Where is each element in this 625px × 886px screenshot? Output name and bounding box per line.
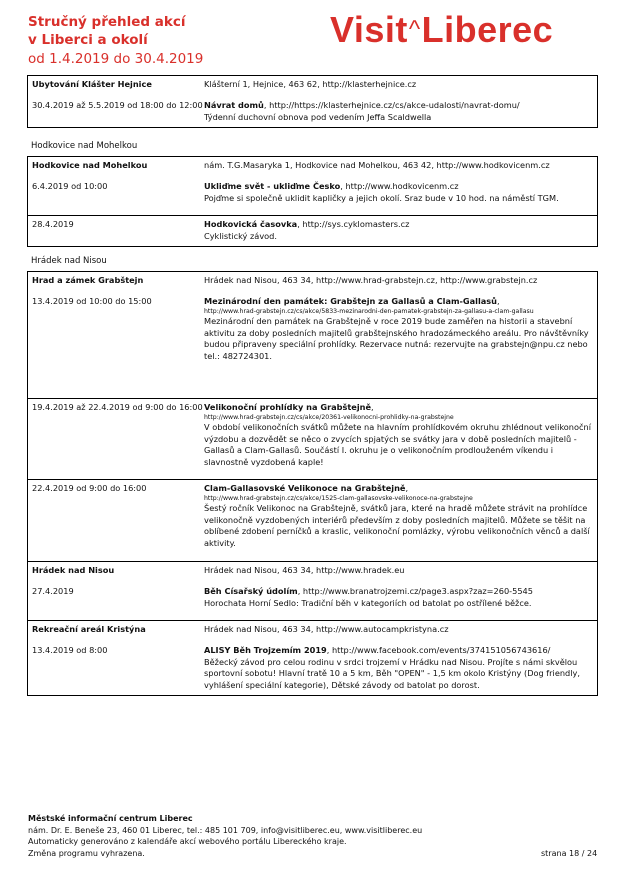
venue-name: Hrádek nad Nisou: [32, 565, 115, 575]
event-url[interactable]: , http://www.hodkovicenm.cz: [340, 181, 459, 191]
page-number: strana 18 / 24: [541, 849, 598, 858]
event-details: [204, 181, 597, 211]
event-details: Mezinárodní den památek: Grabštejn za Gallasů a Clam-Gallasů, http://www.hrad-grabstejn.cz/cs/akce/5833-mezinarodni-den-pamatek-grabstejn-za-gallasu-a-clam-gallasu Mezinárodní den památek na Grabštejně v roce 2019 bude zaměřen na historii a stavební aktivitu za doby posledních majitelů grabštejnského hradozámeckého areálu. Pro návštěvníky budou připraveny speciální prohlídky. Rezervace nutná: rezervujte na grabstejn@npu.cz nebo tel.: 482724301.: [204, 296, 597, 394]
section-heading-hradek: Hrádek nad Nisou: [31, 256, 107, 266]
event-title: Návrat domů: [204, 100, 264, 110]
footer-org: Městské informační centrum Liberec: [28, 814, 193, 823]
event-url[interactable]: , http://www.facebook.com/events/374151056743616/: [326, 645, 551, 655]
venue-box-hradek: [27, 271, 598, 696]
visit-liberec-logo: Visit^Liberec: [330, 9, 554, 50]
event-date: 22.4.2019 od 9:00 do 16:00: [32, 483, 147, 493]
event-row: [28, 583, 597, 620]
event-title: Hodkovická časovka: [204, 219, 298, 229]
event-date: 6.4.2019 od 10:00: [32, 181, 108, 191]
event-url[interactable]: , http://https://klasterhejnice.cz/cs/akce-udalosti/navrat-domu/: [263, 100, 520, 110]
venue-name: Hodkovice nad Mohelkou: [32, 160, 148, 170]
event-date: 19.4.2019 až 22.4.2019 od 9:00 do 16:00: [32, 402, 203, 412]
venue-name: Ubytování Klášter Hejnice: [32, 79, 152, 89]
event-url[interactable]: http://www.hrad-grabstejn.cz/cs/akce/1525-clam-gallasovske-velikonoce-na-grabstejne: [204, 494, 473, 502]
date-range: od 1.4.2019 do 30.4.2019: [28, 51, 204, 67]
venue-row: [28, 157, 597, 178]
event-date: 13.4.2019 od 10:00 do 15:00: [32, 296, 152, 306]
footer-generated-note: Automaticky generováno z kalendáře akcí webového portálu Libereckého kraje.: [28, 837, 347, 846]
footer-disclaimer: Změna programu vyhrazena.: [28, 848, 145, 858]
event-title: Velikonoční prohlídky na Grabštejně: [204, 402, 372, 412]
event-description: Mezinárodní den památek na Grabštejně v roce 2019 bude zaměřen na historii a stavební aktivitu za doby posledních majitelů grabštejnského hradozámeckého areálu. Pro návštěvníky budou připraveny speciální prohlídky. Rezervace nutná: rezervujte na grabstejn@npu.cz nebo tel.: 482724301.: [204, 316, 589, 361]
event-date: 28.4.2019: [32, 219, 74, 229]
event-row: [28, 293, 597, 398]
event-url[interactable]: , http://sys.cyklomasters.cz: [297, 219, 410, 229]
document-title: [28, 13, 186, 49]
venue-address: Hrádek nad Nisou, 463 34, http://www.autocampkristyna.cz: [204, 624, 449, 634]
event-url[interactable]: http://www.hrad-grabstejn.cz/cs/akce/20361-velikonocni-prohlidky-na-grabstejne: [204, 413, 454, 421]
event-description: Cyklistický závod.: [204, 230, 277, 241]
venue-address: Klášterní 1, Hejnice, 463 62, http://klasterhejnice.cz: [204, 79, 417, 89]
event-row: [28, 480, 597, 561]
event-details: [204, 100, 597, 123]
venue-box-hejnice: [27, 75, 598, 128]
event-description: V období velikonočních svátků můžete na hlavním prohlídkovém okruhu zhlédnout velikonoční výzdobu a dozvědět se něco o zvycích spjatých se svátky jara v době posledních majitelů - Gallasů a Clam-Gallasů. Součástí I. okruhu je o velikonočním prodlouženém víkendu i slavnostně vyzdobená kaple!: [204, 422, 591, 467]
title-line-2: v Liberci a okolí: [28, 32, 148, 48]
event-title: Běh Císařský údolím: [204, 586, 298, 596]
venue-address: Hrádek nad Nisou, 463 34, http://www.hradek.eu: [204, 565, 405, 575]
event-description: Pojďme si společně uklidit kapličky a jejich okolí. Sraz bude v 10 hod. na náměstí TGM.: [204, 192, 559, 203]
venue-address: Hrádek nad Nisou, 463 34, http://www.hrad-grabstejn.cz, http://www.grabstejn.cz: [204, 275, 538, 285]
event-title: Clam-Gallasovské Velikonoce na Grabštejně: [204, 483, 406, 493]
event-date: 27.4.2019: [32, 586, 74, 596]
event-description: Běžecký závod pro celou rodinu v srdci trojzemí v Hrádku nad Nisou. Projíte s námi skvělou sportovní sobotu! Hlavní tratě 10 a 5 km, Běh "OPEN" - 1,5 km okolo Kristýny (Dog friendly, vyhlášení speciální kategorie), Dětské závody od batolat po dorost.: [204, 656, 580, 690]
venue-row: [28, 272, 597, 293]
venue-row: [28, 562, 597, 583]
event-date: 30.4.2019 až 5.5.2019 od 18:00 do 12:00: [32, 100, 203, 110]
event-details: [204, 219, 597, 242]
venue-name: Rekreační areál Kristýna: [32, 624, 146, 634]
venue-row: [28, 76, 597, 97]
event-date: 13.4.2019 od 8:00: [32, 645, 108, 655]
event-details: [204, 586, 597, 616]
venue-row: [28, 621, 597, 642]
event-row: [28, 97, 597, 127]
event-description: Šestý ročník Velikonoc na Grabštejně, svátků jara, které na hradě můžete strávit na prohlídce velikonočně vyzdobených interiérů především z doby posledních majitelů. Můžete se těšit na oblíbené zdobení perníčků a kraslic, velikonoční pomlázky, výrobu velikonočních věnců a další aktivity.: [204, 503, 590, 548]
event-row: [28, 642, 597, 695]
event-title: Ukliďme svět - ukliďme Česko: [204, 181, 341, 191]
event-row: [28, 399, 597, 479]
venue-name: Hrad a zámek Grabštejn: [32, 275, 144, 285]
event-details: Clam-Gallasovské Velikonoce na Grabštejně, http://www.hrad-grabstejn.cz/cs/akce/1525-clam-gallasovske-velikonoce-na-grabstejne Šestý ročník Velikonoc na Grabštejně, svátků jara, které na hradě můžete strávit na prohlídce velikonočně vyzdobených interiérů především z doby posledních majitelů. Můžete se těšit na oblíbené zdobení perníčků a kraslic, velikonoční pomlázky, výrobu velikonočních věnců a další aktivity.: [204, 483, 590, 548]
event-url[interactable]: , http://www.branatrojzemi.cz/page3.aspx?zaz=260-5545: [297, 586, 533, 596]
section-heading-hodkovice: Hodkovice nad Mohelkou: [31, 141, 138, 151]
footer-contact: nám. Dr. E. Beneše 23, 460 01 Liberec, tel.: 485 101 709, info@visitliberec.eu, www.visitliberec.eu: [28, 825, 423, 835]
event-description: Horochata Horní Sedlo: Tradiční běh v kategoriích od batolat po ostřílené běžce.: [204, 597, 532, 608]
event-description: Týdenní duchovní obnova pod vedením Jeffa Scaldwella: [204, 111, 432, 122]
event-url[interactable]: http://www.hrad-grabstejn.cz/cs/akce/5833-mezinarodni-den-pamatek-grabstejn-za-gallasu-a-clam-gallasu: [204, 307, 534, 315]
venue-box-hodkovice: [27, 156, 598, 247]
event-row: [28, 178, 597, 215]
title-line-1: Stručný přehled akcí: [28, 14, 186, 30]
venue-address: nám. T.G.Masaryka 1, Hodkovice nad Mohelkou, 463 42, http://www.hodkovicenm.cz: [204, 160, 550, 170]
event-row: [28, 216, 597, 246]
event-title: Mezinárodní den památek: Grabštejn za Gallasů a Clam-Gallasů: [204, 296, 497, 306]
event-details: Velikonoční prohlídky na Grabštejně, http://www.hrad-grabstejn.cz/cs/akce/20361-velikonocni-prohlidky-na-grabstejne V období velikonočních svátků můžete na hlavním prohlídkovém okruhu zhlédnout velikonoční výzdobu a dozvědět se něco o zvycích spjatých se svátky jara v době posledních majitelů - Gallasů a Clam-Gallasů. Součástí I. okruhu je o velikonočním prodlouženém víkendu i slavnostně vyzdobená kaple!: [204, 402, 591, 467]
event-title: ALISY Běh Trojzemím 2019: [204, 645, 327, 655]
event-details: [204, 645, 597, 691]
footer: [28, 813, 422, 859]
